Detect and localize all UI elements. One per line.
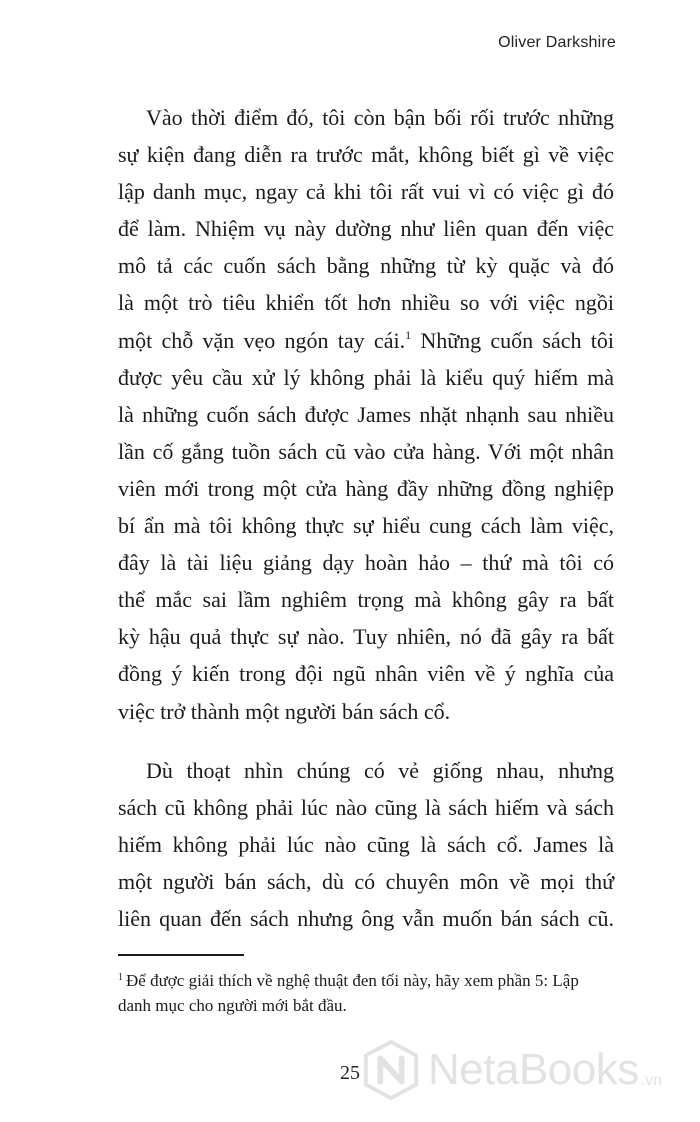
watermark	[360, 1030, 690, 1110]
text-line: là một trò tiêu khiển tốt hơn nhiều so với việc ngồi	[118, 290, 614, 316]
watermark-brand: NetaBooks	[428, 1045, 639, 1094]
page-number: 25	[340, 1062, 360, 1084]
text-segment: một chỗ vặn vẹo ngón tay cái.	[118, 327, 406, 353]
running-header-author: Oliver Darkshire	[498, 34, 616, 51]
paragraph-1	[118, 99, 614, 730]
text-line: đây là tài liệu giảng dạy hoàn hảo – thứ mà tôi có	[118, 550, 614, 576]
text-line: sách cũ không phải lúc nào cũng là sách hiếm và sách	[118, 794, 614, 820]
text-line: việc trở thành một người bán sách cổ.	[118, 698, 451, 724]
text-line: Vào thời điểm đó, tôi còn bận bối rối trước những	[146, 105, 614, 130]
text-line: được yêu cầu xử lý không phải là kiểu quý hiếm mà	[118, 364, 614, 390]
text-line: kỳ hậu quả thực sự nào. Tuy nhiên, nó đã gây ra bất	[118, 624, 614, 650]
text-line-with-footnote	[118, 322, 614, 359]
footnote-line: danh mục cho người mới bắt đầu.	[118, 996, 347, 1015]
text-line: liên quan đến sách nhưng ông vẫn muốn bán sách cũ.	[118, 905, 614, 931]
footnote	[118, 968, 618, 1018]
text-line: thể mắc sai lầm nghiêm trọng mà không gây ra bất	[118, 587, 614, 613]
text-line: lần cố gắng tuồn sách cũ vào cửa hàng. Với một nhân	[118, 438, 614, 464]
text-line: Dù thoạt nhìn chúng có vẻ giống nhau, nhưng	[146, 757, 614, 783]
text-line: mô tả các cuốn sách bằng những từ kỳ quặc và đó	[118, 253, 614, 279]
watermark-domain: .vn	[640, 1072, 663, 1089]
text-segment: Những cuốn sách tôi	[420, 327, 614, 353]
text-line: bí ẩn mà tôi không thực sự hiểu cung cách làm việc,	[118, 513, 614, 539]
text-line: lập danh mục, ngay cả khi tôi rất vui vì có việc gì đó	[118, 179, 614, 205]
footnote-reference[interactable]: 1	[405, 327, 412, 342]
n-logo-icon	[360, 1039, 422, 1101]
text-line: hiếm không phải lúc nào cũng là sách cổ. James là	[118, 831, 614, 857]
text-line: để làm. Nhiệm vụ này dường như liên quan đến việc	[118, 216, 614, 242]
text-line: là những cuốn sách được James nhặt nhạnh sau nhiều	[118, 401, 614, 427]
paragraph-2	[118, 752, 614, 937]
footnote-number: 1	[118, 972, 123, 983]
footnote-line	[118, 968, 618, 993]
text-line: đồng ý kiến trong đội ngũ nhân viên về ý nghĩa của	[118, 661, 614, 687]
text-line: một người bán sách, dù có chuyên môn về mọi thứ	[118, 868, 614, 894]
body-text	[118, 99, 614, 937]
text-line: viên mới trong một cửa hàng đầy những đồng nghiệp	[118, 475, 614, 501]
footnote-divider	[118, 954, 244, 956]
text-line: sự kiện đang diễn ra trước mắt, không biết gì về việc	[118, 142, 614, 168]
footnote-text: Để được giải thích về nghệ thuật đen tối này, hãy xem phần 5: Lập	[126, 971, 579, 990]
